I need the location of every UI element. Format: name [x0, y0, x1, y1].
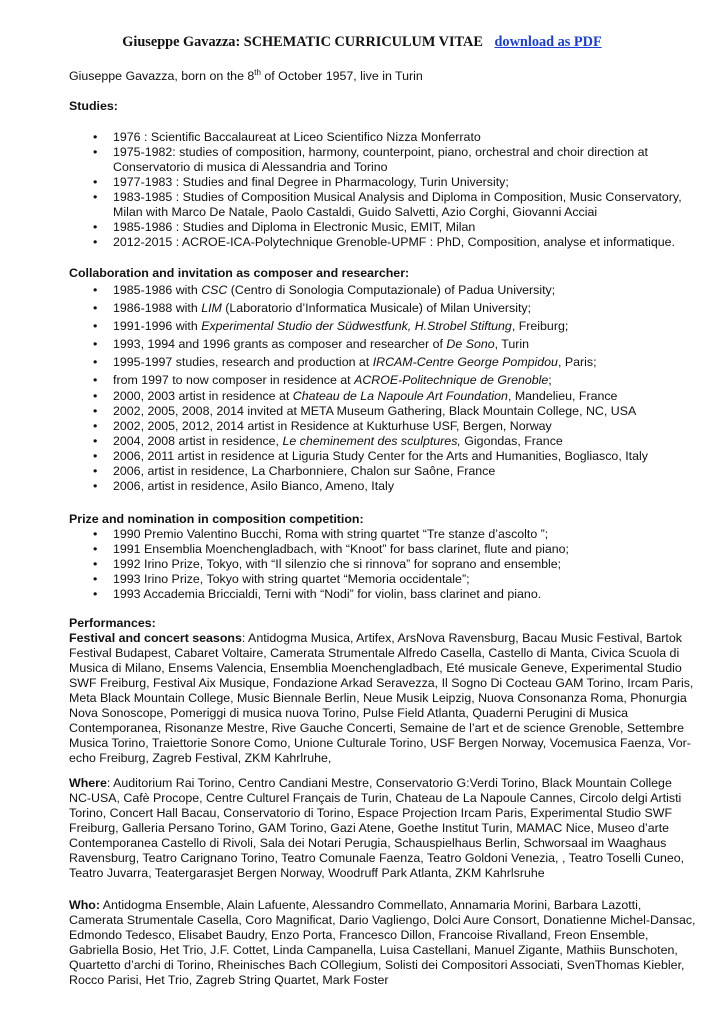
where-line	[69, 851, 709, 866]
collaboration-item	[69, 404, 709, 419]
item-segment: 2004, 2008 artist in residence,	[113, 434, 283, 448]
studies-section	[69, 99, 709, 250]
item-segment: , Turin	[494, 337, 530, 351]
where-line	[69, 836, 709, 851]
item-segment: (Laboratorio d’Informatica Musicale) of Milan University;	[221, 301, 532, 315]
prizes-list	[69, 527, 709, 602]
line-text: NC-USA, Cafè Procope, Centre Culturel Français de Turin, Chateau de La Napoule Cannes, Circolo delgi Artisti	[69, 791, 682, 805]
collaboration-item	[69, 281, 709, 299]
item-segment: Le cheminement des sculptures,	[282, 434, 461, 448]
page-title	[0, 34, 724, 51]
item-line: • 1983-1985 : Studies of Composition Musical Analysis and Diploma in Composition, Music Conservatory,	[113, 190, 682, 204]
studies-item	[69, 175, 709, 190]
cv-title: Giuseppe Gavazza: SCHEMATIC CURRICULUM VITAE	[122, 34, 483, 50]
who-line	[69, 928, 709, 943]
line-text: Torino, Concert Hall Bacau, Conservatorio di Torino, Espace Projection Ircam Paris, Experimental Studio SWF	[69, 806, 673, 820]
item-segment: , Mandelieu, France	[507, 389, 618, 403]
collaboration-item	[69, 317, 709, 335]
collaboration-item	[69, 335, 709, 353]
line-text: Rocco Parisi, Het Trio, Zagreb String Quartet, Mark Foster	[69, 973, 389, 987]
collaboration-item	[69, 371, 709, 389]
line-text: : Auditorium Rai Torino, Centro Candiani Mestre, Conservatorio G:Verdi Torino, Black Mountain College	[106, 776, 672, 790]
who-line	[69, 973, 709, 988]
who-line	[69, 943, 709, 958]
festivals-line	[69, 706, 709, 721]
line-text: Quartetto d’archi di Torino, Rheinisches Bach COllegium, Solisti dei Compositori Associati, SvenThomas Kiebler,	[69, 958, 685, 972]
collaboration-heading: Collaboration and invitation as composer and researcher:	[69, 266, 410, 280]
who-paragraph	[69, 898, 709, 988]
line-text: Camerata Strumentale Casella, Coro Magnificat, Dario Vagliengo, Dolci Aure Consort, Donatienne Michel-Dansac,	[69, 913, 696, 927]
item-line: • 1975-1982: studies of composition, harmony, counterpoint, piano, orchestral and choir direction at	[113, 145, 648, 159]
line-text: Antidogma Ensemble, Alain Lafuente, Alessandro Commellato, Annamaria Morini, Barbara Lazotti,	[99, 898, 642, 912]
festivals-label: Festival and concert seasons	[69, 631, 242, 645]
download-pdf-link[interactable]: download as PDF	[494, 34, 602, 50]
studies-list	[69, 130, 709, 250]
item-segment: , Paris;	[557, 355, 597, 369]
prizes-item	[69, 572, 709, 587]
prizes-section	[69, 512, 709, 602]
festivals-line	[69, 661, 709, 676]
line-text: Freiburg, Galleria Persano Torino, GAM Torino, Gazi Atene, Goethe Institut Turin, MAMAC Nice, Museo d’arte	[69, 821, 670, 835]
festivals-line	[69, 751, 709, 766]
item-segment: 2000, 2003 artist in residence at	[113, 389, 293, 403]
collaboration-item	[69, 464, 709, 479]
item-segment: 2006, artist in residence, Asilo Bianco, Ameno, Italy	[113, 479, 395, 493]
collaboration-list	[69, 281, 709, 494]
item-segment: 2006, artist in residence, La Charbonniere, Chalon sur Saône, France	[113, 464, 496, 478]
line-text: : Antidogma Musica, Artifex, ArsNova Ravensburg, Bacau Music Festival, Bartok	[241, 631, 682, 645]
item-line: Conservatorio di musica di Alessandria and Torino	[113, 160, 388, 174]
studies-item	[69, 145, 709, 175]
studies-item	[69, 235, 709, 250]
collaboration-item	[69, 389, 709, 404]
where-paragraph	[69, 776, 709, 881]
item-line: • 1985-1986 : Studies and Diploma in Electronic Music, EMIT, Milan	[113, 220, 476, 234]
prizes-item	[69, 587, 709, 602]
item-segment: (Centro di Sonologia Computazionale) of Padua University;	[227, 283, 556, 297]
collaboration-item	[69, 449, 709, 464]
studies-item	[69, 190, 709, 220]
item-segment: IRCAM-Centre George Pompidou	[372, 355, 558, 369]
item-line: Milan with Marco De Natale, Paolo Castaldi, Guido Salvetti, Azio Corghi, Giovanni Acciai	[113, 205, 598, 219]
item-line: • 1991 Ensemblia Moenchengladbach, with “Knoot” for bass clarinet, flute and piano;	[113, 542, 569, 556]
line-text: Festival Budapest, Cabaret Voltaire, Camerata Strumentale Alfredo Casella, Castello di Manta, Civica Scuola di	[69, 646, 680, 660]
line-text: Nova Sonoscope, Pomeriggi di musica nuova Torino, Pulse Field Atlanta, Quaderni Perugini di Musica	[69, 706, 629, 720]
line-text: Contemporanea, Risonanze Mestre, Rive Gauche Concerti, Semaine de l’art et de science Grenoble, Settembre	[69, 721, 685, 735]
festivals-paragraph	[69, 631, 709, 766]
studies-heading: Studies:	[69, 99, 118, 113]
item-segment: 1986-1988 with	[113, 301, 202, 315]
item-segment: Gigondas, France	[460, 434, 563, 448]
item-line: • 1990 Premio Valentino Bucchi, Roma with string quartet “Tre stanze d’ascolto ”;	[113, 527, 549, 541]
where-line	[69, 776, 709, 791]
item-segment: Experimental Studio der Südwestfunk, H.Strobel Stiftung	[201, 319, 512, 333]
prizes-item	[69, 557, 709, 572]
line-text: echo Freiburg, Zagreb Festival, ZKM Kahrlruhe,	[69, 751, 332, 765]
item-segment: De Sono	[446, 337, 495, 351]
line-text: Musica Torino, Traiettorie Sonore Como, Unione Culturale Torino, USF Bergen Norway, Vocemusica Faenza, Vor-	[69, 736, 691, 750]
festivals-line	[69, 631, 709, 646]
who-line	[69, 958, 709, 973]
line-text: Ravensburg, Teatro Carignano Torino, Teatro Comunale Faenza, Teatro Goldoni Venezia, , Teatro Toselli Cuneo,	[69, 851, 685, 865]
where-line	[69, 791, 709, 806]
item-segment: 1995-1997 studies, research and production at	[113, 355, 373, 369]
collaboration-item	[69, 299, 709, 317]
festivals-line	[69, 721, 709, 736]
item-segment: 2002, 2005, 2012, 2014 artist in Residence at Kukturhuse USF, Bergen, Norway	[113, 419, 552, 433]
who-label: Who:	[69, 898, 100, 912]
item-segment: ;	[548, 373, 552, 387]
intro-sup: th	[254, 68, 261, 77]
collaboration-section	[69, 266, 709, 494]
item-segment: , Freiburg;	[511, 319, 569, 333]
line-text: Teatro Juvarra, Teatergarasjet Bergen Norway, Woodruff Park Atlanta, ZKM Kahrlsruhe	[69, 866, 545, 880]
collaboration-item	[69, 419, 709, 434]
item-segment: 1991-1996 with	[113, 319, 202, 333]
where-line	[69, 866, 709, 881]
intro-text: Giuseppe Gavazza, born on the 8	[69, 69, 255, 83]
collaboration-item	[69, 353, 709, 371]
prizes-item	[69, 527, 709, 542]
performances-section	[69, 616, 709, 766]
festivals-line	[69, 676, 709, 691]
intro-text-end: of October 1957, live in Turin	[260, 69, 423, 83]
prizes-heading: Prize and nomination in composition competition:	[69, 512, 364, 526]
item-line: • 1976 : Scientific Baccalaureat at Liceo Scientifico Nizza Monferrato	[113, 130, 481, 144]
item-segment: 1985-1986 with	[113, 283, 202, 297]
line-text: Meta Black Mountain College, Music Biennale Berlin, Neue Musik Leipzig, Nuova Consonanza Roma, Phonurgia	[69, 691, 687, 705]
item-line: • 1977-1983 : Studies and final Degree in Pharmacology, Turin University;	[113, 175, 509, 189]
item-segment: 2002, 2005, 2008, 2014 invited at META Museum Gathering, Black Mountain College, NC, USA	[113, 404, 637, 418]
who-section	[69, 898, 709, 988]
item-segment: 1993, 1994 and 1996 grants as composer and researcher of	[113, 337, 447, 351]
prizes-item	[69, 542, 709, 557]
festivals-line	[69, 736, 709, 751]
item-segment: from 1997 to now composer in residence at	[113, 373, 355, 387]
item-segment: Chateau de La Napoule Art Foundation	[292, 389, 508, 403]
collaboration-item	[69, 479, 709, 494]
where-section	[69, 776, 709, 881]
where-label: Where	[69, 776, 107, 790]
item-segment: LIM	[201, 301, 222, 315]
where-line	[69, 821, 709, 836]
intro-line	[69, 69, 709, 84]
line-text: Gabriella Bosio, Het Trio, J.F. Cottet, Linda Campanella, Luisa Castellani, Manuel Zigante, Mathiis Bunschoten,	[69, 943, 678, 957]
item-line: • 1992 Irino Prize, Tokyo, with “Il silenzio che si rinnova” for soprano and ensemble;	[113, 557, 562, 571]
item-line: • 1993 Accademia Briccialdi, Terni with “Nodi” for violin, bass clarinet and piano.	[113, 587, 542, 601]
performances-heading: Performances:	[69, 616, 156, 630]
line-text: Musica di Milano, Ensems Valencia, Ensemblia Moenchengladbach, Eté musicale Geneve, Experimental Studio	[69, 661, 682, 675]
line-text: Edmondo Tedesco, Elisabet Baudry, Enzo Porta, Francesco Dillon, Francoise Rivalland, Freon Ensemble,	[69, 928, 649, 942]
item-segment: 2006, 2011 artist in residence at Liguria Study Center for the Arts and Humanities, Bogliasco, Italy	[113, 449, 648, 463]
item-segment: ACROE-Politechnique de Grenoble	[354, 373, 549, 387]
studies-item	[69, 220, 709, 235]
item-segment: CSC	[201, 283, 228, 297]
item-line: • 2012-2015 : ACROE-ICA-Polytechnique Grenoble-UPMF : PhD, Composition, analyse et informatique.	[113, 235, 675, 249]
who-line	[69, 898, 709, 913]
studies-item	[69, 130, 709, 145]
festivals-line	[69, 646, 709, 661]
line-text: SWF Freiburg, Festival Aix Musique, Fondazione Arkad Seravezza, Il Sogno Di Cocteau GAM Torino, Ircam Paris,	[69, 676, 694, 690]
collaboration-item	[69, 434, 709, 449]
who-line	[69, 913, 709, 928]
where-line	[69, 806, 709, 821]
festivals-line	[69, 691, 709, 706]
line-text: Contemporanea Castello di Rivoli, Sala dei Notari Perugia, Schauspielhaus Berlin, Schworsaal im Waaghaus	[69, 836, 667, 850]
item-line: • 1993 Irino Prize, Tokyo with string quartet “Memoria occidentale”;	[113, 572, 470, 586]
